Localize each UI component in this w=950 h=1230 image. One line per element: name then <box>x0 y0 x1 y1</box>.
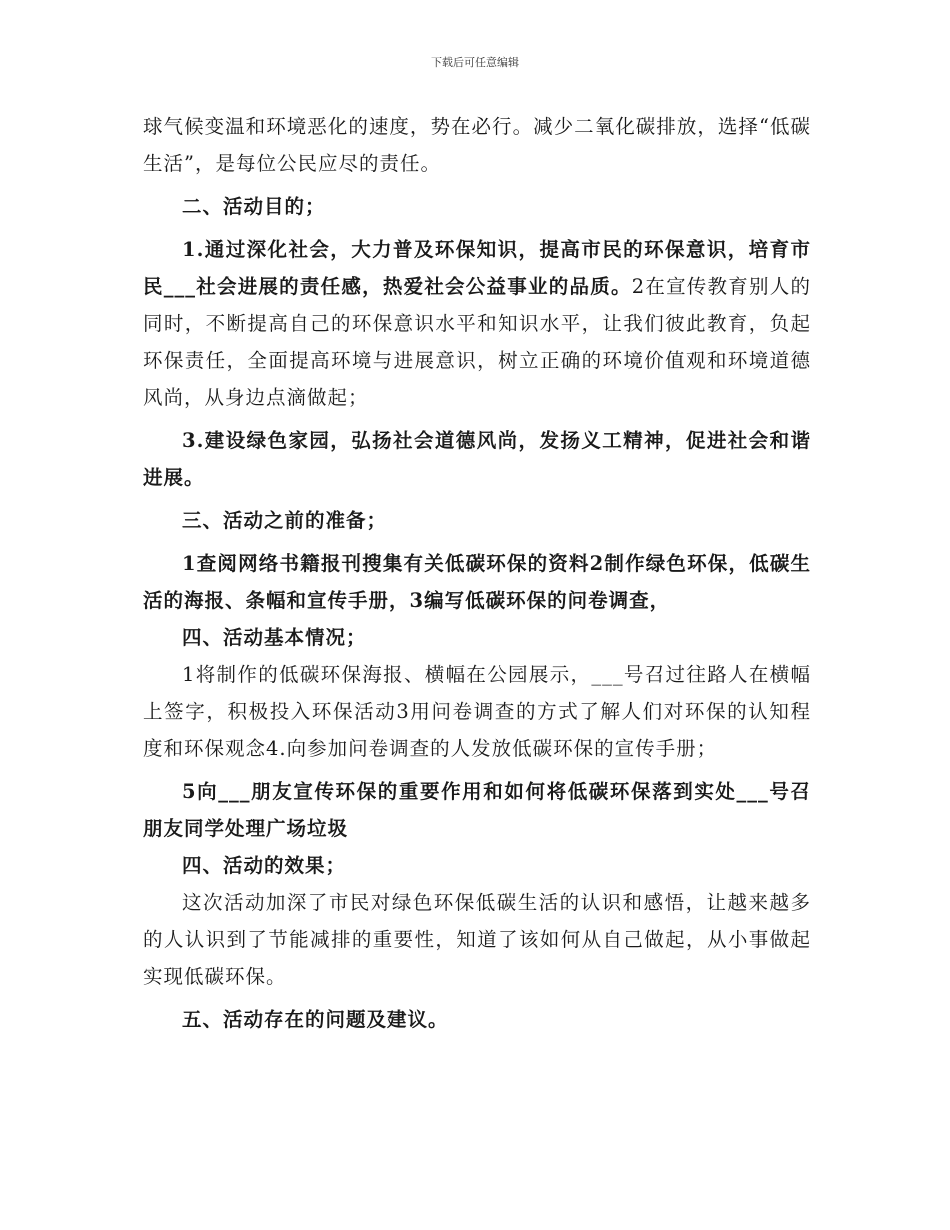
paragraph-friends: 5向___朋友宣传环保的重要作用和如何将低碳环保落到实处___号召朋友同学处理广场垃圾 <box>143 780 811 840</box>
heading-preparation: 三、活动之前的准备； <box>182 509 388 532</box>
document-body <box>143 108 811 1038</box>
heading-problems: 五、活动存在的问题及建议。 <box>182 1008 449 1031</box>
heading-basic-situation: 四、活动基本情况； <box>182 626 367 649</box>
goals-2-text: 2在宣传教育别人的同时，不断提高自己的环保意识水平和知识水平，让我们彼此教育，负起环保责任，全面提高环境与进展意识，树立正确的环境价值观和环境道德风尚，从身边点滴做起； <box>143 275 811 409</box>
paragraph-goals-3: 3.建设绿色家园，弘扬社会道德风尚，发扬义工精神，促进社会和谐进展。 <box>143 429 811 489</box>
heading-goals: 二、活动目的； <box>182 195 326 218</box>
heading-effects: 四、活动的效果； <box>182 854 347 877</box>
paragraph-preparation: 1查阅网络书籍报刊搜集有关低碳环保的资料2制作绿色环保，低碳生活的海报、条幅和宣传手册，3编写低碳环保的问卷调查， <box>143 552 811 612</box>
paragraph-basic-situation: 1将制作的低碳环保海报、横幅在公园展示，___号召过往路人在横幅上签字，积极投入环保活动3用问卷调查的方式了解人们对环保的认知程度和环保观念4.向参加问卷调查的人发放低碳环保的宣传手册； <box>143 663 811 760</box>
paragraph-goals-1 <box>143 231 811 416</box>
goals-1-bold: 1.通过深化社会，大力普及环保知识，提高市民的环保意识，培育市民___社会进展的责任感，热爱社会公益事业的品质。 <box>143 238 811 298</box>
paragraph-intro: 球气候变温和环境恶化的速度，势在必行。减少二氧化碳排放，选择“低碳生活”，是每位公民应尽的责任。 <box>143 115 811 175</box>
paragraph-effects: 这次活动加深了市民对绿色环保低碳生活的认识和感悟，让越来越多的人认识到了节能减排的重要性，知道了该如何从自己做起，从小事做起实现低碳环保。 <box>143 891 811 988</box>
page-header: 下载后可任意编辑 <box>431 56 519 69</box>
